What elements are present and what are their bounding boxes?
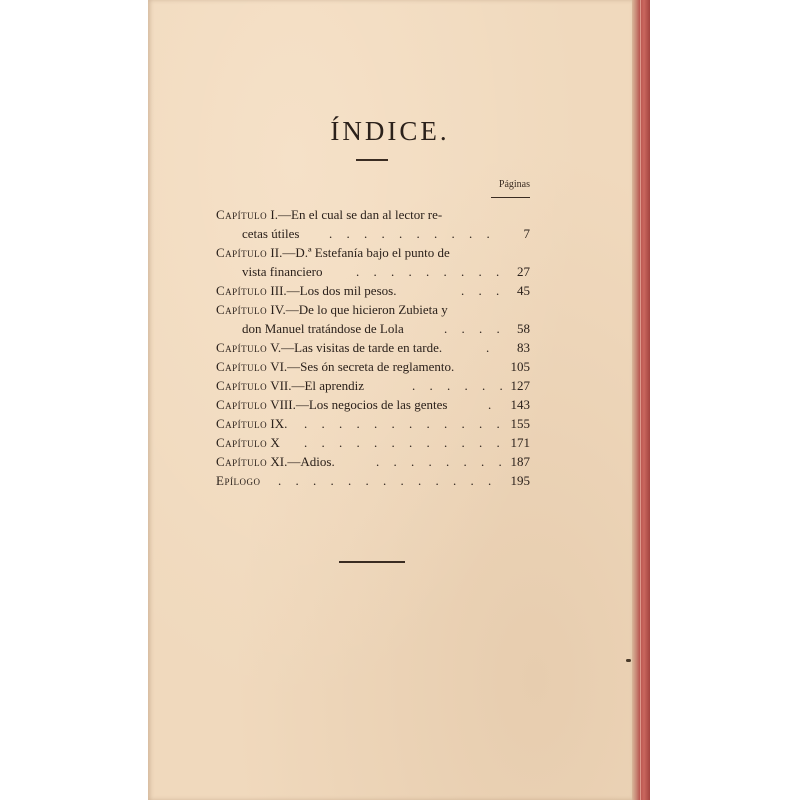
toc-title: III.—Los dos mil pesos. — [270, 283, 397, 298]
table-of-contents — [216, 205, 530, 490]
toc-leader-dots: . . . . . . . . . . — [329, 226, 496, 241]
toc-page-number: 187 — [510, 454, 530, 469]
toc-entry-text — [216, 300, 448, 319]
toc-line — [216, 205, 530, 224]
toc-leader-dots: . . . . . . — [412, 378, 509, 393]
toc-label: Capítulo — [216, 359, 268, 374]
pages-column-header: Páginas — [498, 179, 530, 190]
toc-line — [216, 243, 530, 262]
toc-entry-text — [216, 338, 442, 357]
toc-page-number: 83 — [517, 340, 530, 355]
toc-page-number: 155 — [510, 416, 530, 431]
toc-page-number: 127 — [510, 378, 530, 393]
toc-title: I.—En el cual se dan al lector re- — [270, 207, 443, 222]
title-divider — [356, 159, 388, 161]
toc-leader-dots: . . . . . . . . . . . . . — [278, 473, 497, 488]
toc-label: Capítulo — [216, 454, 268, 469]
toc-entry-text — [216, 452, 335, 471]
toc-page-number: 143 — [510, 397, 530, 412]
toc-entry-text — [216, 357, 454, 376]
toc-line — [216, 224, 530, 243]
toc-line — [216, 395, 530, 414]
toc-title: II.—D.ª Estefanía bajo el punto de — [270, 245, 450, 260]
toc-leader-dots: . . . . — [444, 321, 506, 336]
toc-title: cetas útiles — [242, 226, 300, 241]
toc-leader-dots: . . . . . . . . . — [356, 264, 505, 279]
toc-title: don Manuel tratándose de Lola — [242, 321, 404, 336]
toc-leader-dots: . . . . . . . . . . . . — [304, 416, 506, 431]
toc-line — [216, 471, 530, 490]
toc-title: VI.—Ses ón secreta de reglamento. — [270, 359, 455, 374]
end-divider — [339, 561, 405, 563]
ink-speck — [626, 659, 631, 662]
page-edge-highlight — [640, 0, 641, 800]
toc-page-number: 7 — [523, 226, 530, 241]
toc-leader-dots: . . . . . . . . — [376, 454, 508, 469]
toc-line — [216, 414, 530, 433]
toc-page-number: 171 — [510, 435, 530, 450]
toc-leader-dots: . . . — [461, 283, 505, 298]
toc-line — [216, 281, 530, 300]
toc-label: Capítulo — [216, 397, 268, 412]
toc-title: IX. — [270, 416, 288, 431]
toc-page-number: 27 — [517, 264, 530, 279]
toc-label: Epílogo — [216, 473, 261, 488]
toc-entry-text — [216, 281, 396, 300]
page-title: ÍNDICE. — [330, 116, 450, 146]
toc-line — [216, 262, 530, 281]
toc-title: IV.—De lo que hicieron Zubieta y — [270, 302, 448, 317]
toc-leader-dots: . — [486, 340, 495, 355]
toc-line — [216, 319, 530, 338]
toc-leader-dots: . — [488, 397, 497, 412]
toc-title: vista financiero — [242, 264, 323, 279]
toc-line — [216, 376, 530, 395]
toc-line — [216, 357, 530, 376]
toc-page-number: 195 — [510, 473, 530, 488]
toc-page-number: 105 — [510, 359, 530, 374]
toc-label: Capítulo — [216, 283, 268, 298]
toc-label: Capítulo — [216, 378, 268, 393]
toc-entry-text — [216, 205, 442, 224]
toc-label: Capítulo — [216, 340, 268, 355]
pages-header-underline — [491, 197, 530, 198]
toc-entry-text — [216, 243, 450, 262]
toc-title: XI.—Adios. — [270, 454, 335, 469]
toc-label: Capítulo — [216, 416, 268, 431]
toc-entry-text — [216, 395, 447, 414]
toc-label: Capítulo — [216, 245, 268, 260]
toc-title: X — [270, 435, 280, 450]
toc-entry-text — [216, 471, 260, 490]
toc-entry-text — [216, 414, 287, 433]
toc-line — [216, 338, 530, 357]
page-edge — [632, 0, 650, 800]
toc-page-number: 58 — [517, 321, 530, 336]
toc-entry-text — [216, 376, 364, 395]
toc-title: VIII.—Los negocios de las gentes — [270, 397, 448, 412]
toc-label: Capítulo — [216, 207, 268, 222]
toc-line — [216, 300, 530, 319]
toc-title: V.—Las visitas de tarde en tarde. — [270, 340, 443, 355]
toc-line — [216, 452, 530, 471]
toc-entry-text — [216, 433, 280, 452]
toc-title: VII.—El aprendiz — [270, 378, 365, 393]
toc-label: Capítulo — [216, 302, 268, 317]
toc-label: Capítulo — [216, 435, 268, 450]
toc-page-number: 45 — [517, 283, 530, 298]
toc-leader-dots: . . . . . . . . . . . . — [304, 435, 506, 450]
toc-line — [216, 433, 530, 452]
